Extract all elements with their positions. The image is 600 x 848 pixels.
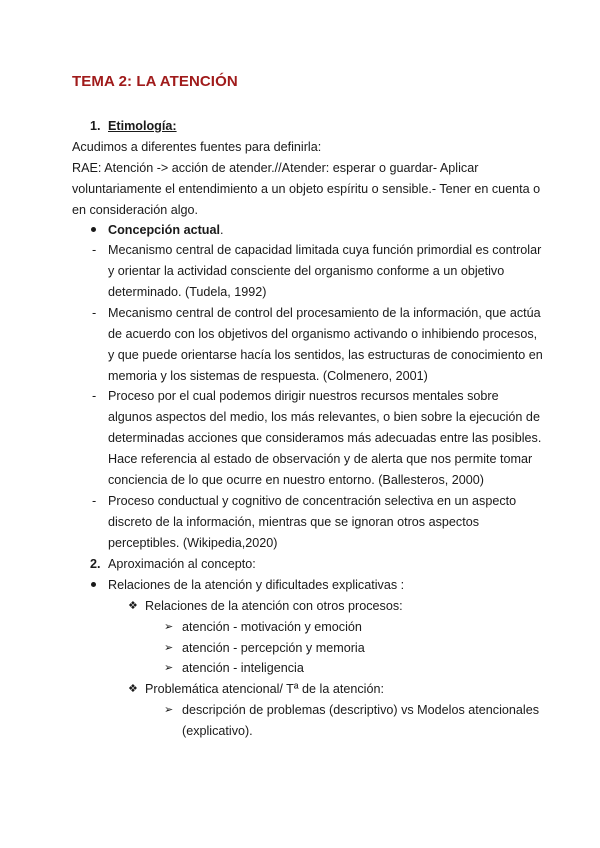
arrow-bullet-icon: ➢ (164, 621, 174, 633)
arrow-bullet-icon: ➢ (164, 662, 174, 674)
concepcion-suffix: . (219, 223, 224, 237)
sub1-item-3: atención - inteligencia (182, 661, 304, 675)
definition-3-line-4: Hace referencia al estado de observación y de alerta que nos permite tomar (108, 452, 533, 466)
definition-2-line-1: Mecanismo central de control del procesamiento de la información, que actúa (108, 306, 541, 320)
page-title: TEMA 2: LA ATENCIÓN (72, 73, 238, 90)
definition-1-line-1: Mecanismo central de capacidad limitada cuya función primordial es controlar (108, 243, 542, 257)
definition-1-line-2: y orientar la actividad consciente del organismo conforme a un objetivo (108, 264, 505, 278)
dash-marker: - (92, 306, 97, 320)
definition-4-line-1: Proceso conductual y cognitivo de concentración selectiva en un aspecto (108, 494, 517, 508)
definition-3-line-2: algunos aspectos del medio, los más relevantes, o bien sobre la ejecución de (108, 410, 540, 424)
rae-line-1: RAE: Atención -> acción de atender.//Atender: esperar o guardar- Aplicar (72, 161, 479, 175)
section1-intro: Acudimos a diferentes fuentes para definirla: (72, 140, 322, 154)
diamond-bullet-icon: ❖ (128, 600, 138, 612)
sub2-item-1-line-1: descripción de problemas (descriptivo) vs Modelos atencionales (182, 703, 539, 717)
section1-heading: Etimología: (108, 119, 177, 133)
sub1-item-2: atención - percepción y memoria (182, 641, 365, 655)
diamond-bullet-icon: ❖ (128, 683, 138, 695)
dash-marker: - (92, 494, 97, 508)
dash-marker: - (92, 243, 97, 257)
rae-line-3: en consideración algo. (72, 203, 199, 217)
definition-2-line-2: de acuerdo con los objetivos del organismo activando o inhibiendo procesos, (108, 327, 538, 341)
bullet-dot (91, 227, 96, 232)
rae-line-2: voluntariamente el entendimiento a un objeto espíritu o sensible.- Tener en cuenta o (72, 182, 541, 196)
bullet-dot (91, 582, 96, 587)
definition-4-line-3: perceptibles. (Wikipedia,2020) (108, 536, 278, 550)
section2-heading: Aproximación al concepto: (108, 557, 256, 571)
concepcion-label: Concepción actual (108, 223, 220, 237)
definition-2-line-3: y que puede orientarse hacía los sentidos, las estructuras de conocimiento en (108, 348, 543, 362)
definition-3-line-5: conciencia de lo que ocurre en nuestro entorno. (Ballesteros, 2000) (108, 473, 484, 487)
sub2-item-1-line-2: (explicativo). (182, 724, 253, 738)
sub1-item-1: atención - motivación y emoción (182, 620, 362, 634)
arrow-bullet-icon: ➢ (164, 642, 174, 654)
definition-3-line-3: determinadas acciones que consideramos más adecuadas entre las posibles. (108, 431, 542, 445)
concepcion-actual (108, 221, 223, 239)
section2-bullet: Relaciones de la atención y dificultades explicativas : (108, 578, 405, 592)
definition-4-line-2: discreto de la información, mientras que se ignoran otros aspectos (108, 515, 480, 529)
definition-3-line-1: Proceso por el cual podemos dirigir nuestros recursos mentales sobre (108, 389, 499, 403)
section2-number: 2. (90, 557, 101, 571)
arrow-bullet-icon: ➢ (164, 704, 174, 716)
sub1-label: Relaciones de la atención con otros procesos: (145, 599, 403, 613)
dash-marker: - (92, 389, 97, 403)
definition-1-line-3: determinado. (Tudela, 1992) (108, 285, 267, 299)
definition-2-line-4: memoria y los sistemas de respuesta. (Colmenero, 2001) (108, 369, 428, 383)
sub2-label: Problemática atencional/ Tª de la atención: (145, 682, 384, 696)
section1-number: 1. (90, 119, 101, 133)
